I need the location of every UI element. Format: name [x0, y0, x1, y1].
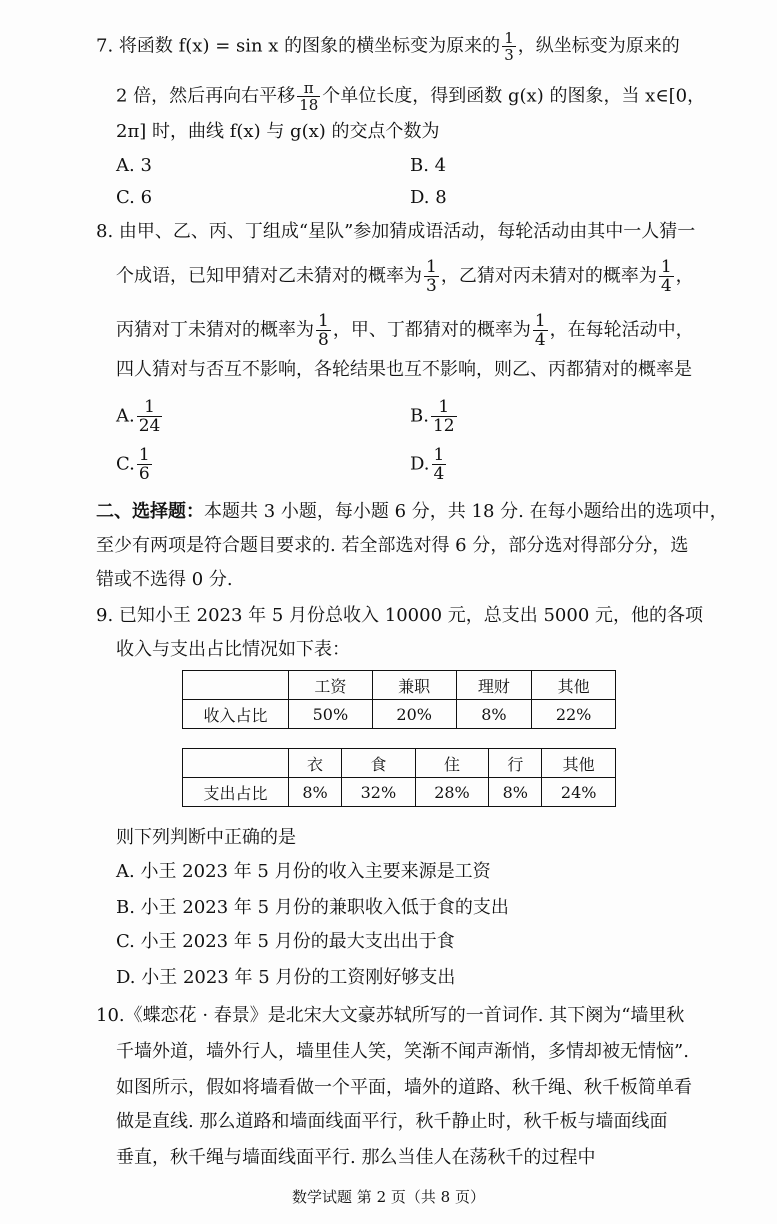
- q8-option-b: B. $\frac{1}{12}$: [410, 397, 455, 436]
- q10-line5: 垂直，秋千绳与墙面线面平行. 那么当佳人在荡秋千的过程中: [116, 1147, 596, 1168]
- q10-line1: 10.《蝶恋花 · 春景》是北宋大文豪苏轼所写的一首词作. 其下阕为“墙里秋: [96, 1005, 685, 1026]
- table-cell: 兼职: [372, 671, 456, 700]
- table-cell: 8%: [289, 778, 342, 807]
- fraction: $\frac{1}{4}$: [534, 311, 546, 350]
- fraction: $\frac{1}{4}$: [660, 257, 672, 296]
- q10-line3: 如图所示，假如将墙看做一个平面，墙外的道路、秋千绳、秋千板简单看: [116, 1077, 692, 1098]
- page-footer: 数学试题 第 2 页（共 8 页）: [292, 1188, 485, 1206]
- q9-line2: 收入与支出占比情况如下表：: [116, 639, 350, 660]
- section-heading: 二、选择题：: [96, 501, 204, 522]
- table-cell: 收入占比: [183, 700, 289, 729]
- q8-option-c: C. $\frac{1}{6}$: [116, 445, 150, 484]
- table-cell: 8%: [489, 778, 542, 807]
- fraction: $\frac{1}{3}$: [426, 257, 437, 296]
- table-row: [183, 700, 616, 729]
- table-cell: 32%: [342, 778, 416, 807]
- table-cell: 支出占比: [183, 778, 289, 807]
- table-cell: 住: [415, 749, 489, 778]
- fraction: $\frac{\pi}{18}$: [299, 79, 319, 114]
- q8-option-d: D. $\frac{1}{4}$: [410, 445, 445, 484]
- q7-option-c: C. 6: [116, 187, 153, 208]
- table-cell: 20%: [372, 700, 456, 729]
- q7-option-b: B. 4: [410, 155, 447, 176]
- table-cell: 50%: [289, 700, 373, 729]
- fraction: $\frac{1}{8}$: [318, 311, 329, 350]
- table-cell: 其他: [542, 749, 616, 778]
- q8-line4: 四人猜对与否互不影响，各轮结果也互不影响，则乙、丙都猜对的概率是: [116, 359, 692, 380]
- q9-stem: 则下列判断中正确的是: [116, 827, 296, 848]
- section2-line2: 至少有两项是符合题目要求的. 若全部选对得 6 分，部分选对得部分分，选: [96, 535, 689, 556]
- q7-option-d: D. 8: [410, 187, 447, 208]
- fraction: $\frac{1}{3}$: [504, 29, 514, 64]
- table-cell: 22%: [532, 700, 616, 729]
- table-row: [183, 749, 616, 778]
- q7-option-a: A. 3: [116, 155, 152, 176]
- q8-line3: 丙猜对丁未猜对的概率为 $\frac{1}{8}$ ，甲、丁都猜对的概率为 $\frac{1}{4}$ ，在每轮活动中，: [116, 311, 694, 350]
- q9-line1: 9. 已知小王 2023 年 5 月份总收入 10000 元，总支出 5000 元，他的各项: [96, 605, 703, 626]
- section2-line3: 错或不选得 0 分.: [96, 569, 233, 590]
- q9-option-a: A. 小王 2023 年 5 月份的收入主要来源是工资: [116, 861, 491, 882]
- q7-line1: 7. 将函数 f(x) = sin x 的图象的横坐标变为原来的 $\frac{1}{3}$ ，纵坐标变为原来的: [96, 29, 680, 64]
- table-cell: 其他: [532, 671, 616, 700]
- table-cell: 行: [489, 749, 542, 778]
- q9-option-d: D. 小王 2023 年 5 月份的工资刚好够支出: [116, 967, 456, 988]
- table-cell: [183, 749, 289, 778]
- table-cell: 工资: [289, 671, 373, 700]
- table-row: [183, 671, 616, 700]
- q9-option-c: C. 小王 2023 年 5 月份的最大支出出于食: [116, 931, 455, 952]
- table-cell: [183, 671, 289, 700]
- table-cell: 24%: [542, 778, 616, 807]
- table-cell: 食: [342, 749, 416, 778]
- q10-line2: 千墙外道，墙外行人，墙里佳人笑，笑渐不闻声渐悄，多情却被无情恼”.: [116, 1041, 689, 1062]
- q8-line2: 个成语，已知甲猜对乙未猜对的概率为 $\frac{1}{3}$ ，乙猜对丙未猜对的概率为 $\frac{1}{4}$ ，: [116, 257, 694, 296]
- q7-line2: 2 倍，然后再向右平移 $\frac{\pi}{18}$ 个单位长度，得到函数 g(x) 的图象，当 x∈[0，: [116, 79, 706, 114]
- q9-option-b: B. 小王 2023 年 5 月份的兼职收入低于食的支出: [116, 897, 509, 918]
- q8-option-a: A. $\frac{1}{24}$: [116, 397, 161, 436]
- q10-line4: 做是直线. 那么道路和墙面线面平行，秋千静止时，秋千板与墙面线面: [116, 1111, 668, 1132]
- table-row: [183, 778, 616, 807]
- q7-line3: 2π] 时，曲线 f(x) 与 g(x) 的交点个数为: [116, 121, 440, 142]
- expense-table: [182, 748, 616, 807]
- table-cell: 理财: [456, 671, 532, 700]
- q8-line1: 8. 由甲、乙、丙、丁组成“星队”参加猜成语活动，每轮活动由其中一人猜一: [96, 221, 696, 242]
- table-cell: 28%: [415, 778, 489, 807]
- table-cell: 8%: [456, 700, 532, 729]
- income-table: [182, 670, 616, 729]
- section2-line1: 二、选择题：本题共 3 小题，每小题 6 分，共 18 分. 在每小题给出的选项中，: [96, 501, 728, 522]
- table-cell: 衣: [289, 749, 342, 778]
